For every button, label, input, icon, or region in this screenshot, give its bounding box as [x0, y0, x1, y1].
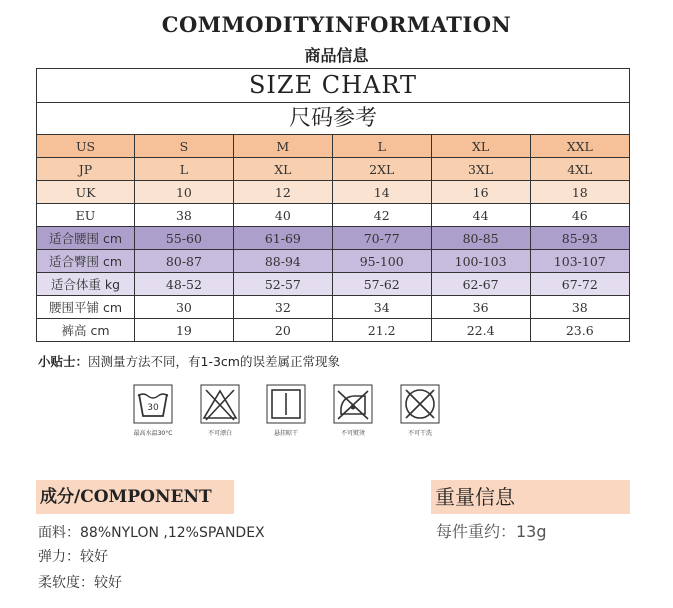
table-cell: 70-77: [332, 227, 431, 250]
weight-heading: 重量信息: [431, 480, 630, 514]
row-label: EU: [37, 204, 135, 227]
table-cell: 103-107: [530, 250, 629, 273]
row-label: 适合腰围 cm: [37, 227, 135, 250]
composition-heading: 成分/COMPONENT: [36, 480, 234, 514]
table-cell: 80-85: [431, 227, 530, 250]
table-row: [37, 319, 629, 342]
table-cell: 16: [431, 181, 530, 204]
care-label-iron: 不可熨烫: [340, 430, 365, 437]
table-cell: M: [233, 135, 332, 158]
table-cell: 42: [332, 204, 431, 227]
table-cell: 3XL: [431, 158, 530, 181]
table-cell: 62-67: [431, 273, 530, 296]
table-cell: 14: [332, 181, 431, 204]
table-cell: XL: [233, 158, 332, 181]
table-cell: 4XL: [530, 158, 629, 181]
row-label: 腰围平铺 cm: [37, 296, 135, 319]
header-title-en: COMMODITYINFORMATION: [161, 12, 512, 37]
size-table: [37, 135, 629, 341]
no-dry-clean-icon: [400, 384, 440, 424]
table-row: [37, 135, 629, 158]
table-row: [37, 250, 629, 273]
table-cell: 19: [135, 319, 234, 342]
care-label-dryclean: 不可干洗: [407, 430, 432, 437]
no-iron-icon: [333, 384, 373, 424]
table-cell: 34: [332, 296, 431, 319]
row-label: US: [37, 135, 135, 158]
table-row: [37, 204, 629, 227]
table-row: [37, 296, 629, 319]
size-chart-subtitle: 尺码参考: [37, 103, 629, 135]
table-cell: 12: [233, 181, 332, 204]
table-cell: 61-69: [233, 227, 332, 250]
table-cell: 38: [135, 204, 234, 227]
tip-text: 因测量方法不同，有1-3cm的误差属正常现象: [88, 354, 340, 369]
hang-dry-icon: [266, 384, 306, 424]
care-label-bleach: 不可漂白: [207, 430, 232, 437]
care-label-wash: 最高水温30°C: [133, 430, 173, 437]
elasticity-text: 弹力：较好: [38, 549, 108, 565]
fabric-text: 面料：88%NYLON ,12%SPANDEX: [38, 525, 265, 541]
table-cell: 32: [233, 296, 332, 319]
table-row: [37, 181, 629, 204]
table-cell: 30: [135, 296, 234, 319]
table-row: [37, 227, 629, 250]
table-cell: 21.2: [332, 319, 431, 342]
table-cell: 52-57: [233, 273, 332, 296]
softness-text: 柔软度：较好: [38, 575, 122, 591]
table-cell: L: [135, 158, 234, 181]
wash-30-icon: [133, 384, 173, 424]
tip-note: [38, 352, 340, 370]
table-cell: 38: [530, 296, 629, 319]
table-cell: 85-93: [530, 227, 629, 250]
table-cell: 36: [431, 296, 530, 319]
table-cell: 57-62: [332, 273, 431, 296]
table-cell: 23.6: [530, 319, 629, 342]
table-cell: 80-87: [135, 250, 234, 273]
table-cell: 44: [431, 204, 530, 227]
wash-temp: 30: [147, 403, 159, 413]
table-cell: S: [135, 135, 234, 158]
size-chart-title: SIZE CHART: [37, 69, 629, 103]
table-row: [37, 158, 629, 181]
table-cell: 100-103: [431, 250, 530, 273]
table-cell: XL: [431, 135, 530, 158]
header-title-cn: 商品信息: [304, 46, 369, 65]
care-label-dry: 悬挂晾干: [273, 430, 298, 437]
table-cell: 18: [530, 181, 629, 204]
row-label: 裤高 cm: [37, 319, 135, 342]
row-label: UK: [37, 181, 135, 204]
table-cell: 67-72: [530, 273, 629, 296]
table-cell: L: [332, 135, 431, 158]
table-cell: 95-100: [332, 250, 431, 273]
row-label: 适合体重 kg: [37, 273, 135, 296]
no-bleach-icon: [200, 384, 240, 424]
table-cell: 2XL: [332, 158, 431, 181]
table-cell: XXL: [530, 135, 629, 158]
table-cell: 22.4: [431, 319, 530, 342]
table-cell: 88-94: [233, 250, 332, 273]
table-cell: 40: [233, 204, 332, 227]
table-cell: 48-52: [135, 273, 234, 296]
tip-label: 小贴士：: [38, 354, 89, 369]
size-chart: [36, 68, 630, 342]
table-cell: 20: [233, 319, 332, 342]
table-cell: 10: [135, 181, 234, 204]
row-label: JP: [37, 158, 135, 181]
weight-text: 每件重约：13g: [436, 522, 547, 541]
table-cell: 46: [530, 204, 629, 227]
table-cell: 55-60: [135, 227, 234, 250]
table-row: [37, 273, 629, 296]
row-label: 适合臀围 cm: [37, 250, 135, 273]
